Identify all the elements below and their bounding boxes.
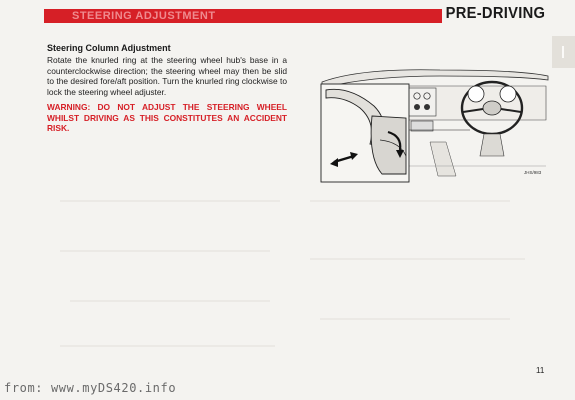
section-header-band bbox=[44, 9, 442, 23]
steering-column-illustration bbox=[320, 46, 550, 186]
gear-lever bbox=[430, 142, 456, 176]
console-knob-icon bbox=[424, 104, 430, 110]
console-knob-icon bbox=[414, 104, 420, 110]
figure-reference-code: JHS/983 bbox=[524, 170, 542, 175]
section-header-label: STEERING ADJUSTMENT bbox=[72, 10, 216, 22]
source-watermark: from: www.myDS420.info bbox=[4, 381, 177, 395]
chapter-tab-marker bbox=[552, 36, 575, 68]
instruction-paragraph: Rotate the knurled ring at the steering wheel hub's base in a counterclockwise direction; the steering wheel may then be slid to the desired fore/aft position. Turn the knurled ring clockwise to lock the steering wheel adjuster. bbox=[47, 55, 287, 97]
show-through-line bbox=[310, 200, 510, 202]
show-through-line bbox=[60, 200, 280, 202]
radio-unit bbox=[411, 121, 433, 131]
warning-paragraph: WARNING: DO NOT ADJUST THE STEERING WHEEL WHILST DRIVING AS THIS CONSTITUTES AN ACCIDENT RISK. bbox=[47, 102, 287, 134]
section-heading: Steering Column Adjustment bbox=[47, 43, 171, 53]
show-through-line bbox=[70, 300, 270, 302]
steering-hub bbox=[483, 101, 501, 115]
page-number: 11 bbox=[536, 366, 545, 375]
page-title: PRE-DRIVING bbox=[445, 5, 545, 22]
speedometer-icon bbox=[468, 86, 484, 102]
show-through-line bbox=[310, 258, 525, 260]
steering-column bbox=[480, 134, 504, 156]
show-through-line bbox=[60, 345, 275, 347]
console-panel bbox=[408, 88, 436, 116]
tachometer-icon bbox=[500, 86, 516, 102]
show-through-line bbox=[320, 318, 510, 320]
show-through-line bbox=[60, 250, 270, 252]
